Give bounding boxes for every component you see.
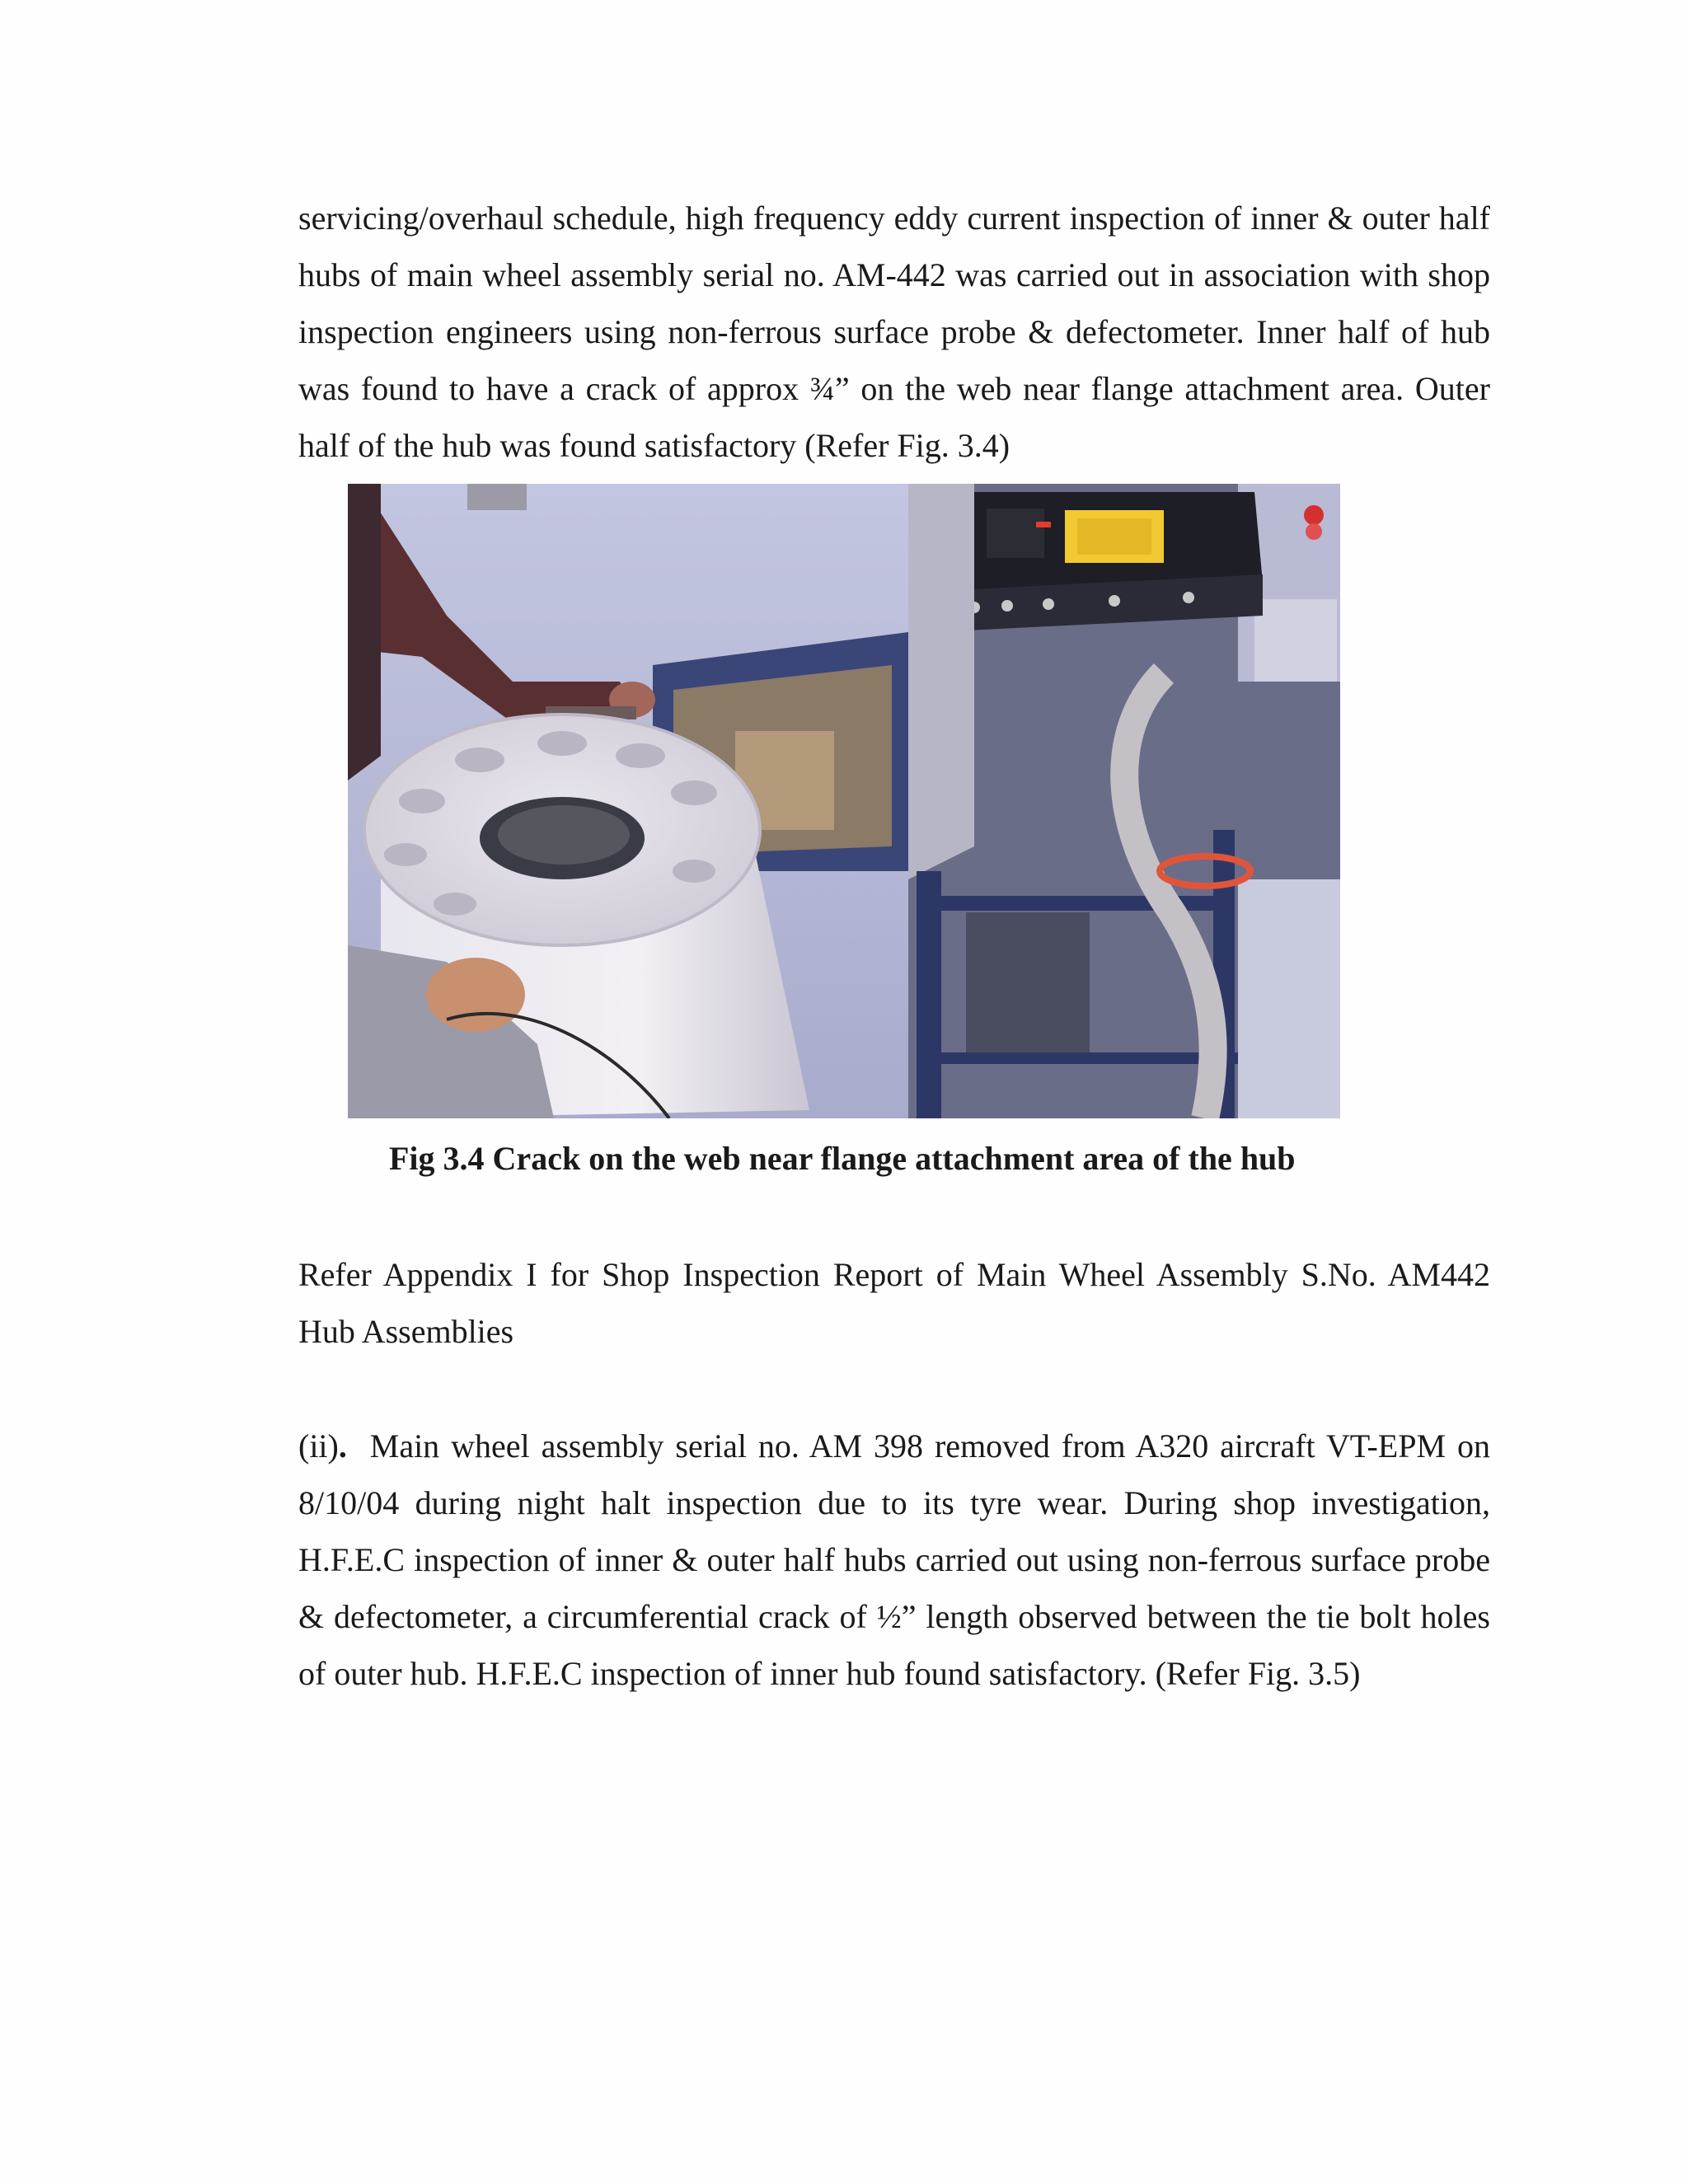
wheel-hub-inspection-photo	[348, 484, 1340, 1118]
paragraph-am398-text: Main wheel assembly serial no. AM 398 removed from A320 aircraft VT-EPM on 8/10/04 during night halt inspection due to its tyre wear. During shop investigation, H.F.E.C inspection of inner & outer half hubs carried out using non-ferrous surface probe & defectometer, a circumferential crack of ½” length observed between the tie bolt holes of outer hub. H.F.E.C inspection of inner hub found satisfactory. (Refer Fig. 3.5)	[298, 1427, 1490, 1692]
list-marker-dot: .	[338, 1427, 347, 1465]
paragraph-appendix-reference: Refer Appendix I for Shop Inspection Report of Main Wheel Assembly S.No. AM442 Hub Assemblies	[298, 1256, 1490, 1350]
paragraph-hub-inspection-am442: servicing/overhaul schedule, high frequency eddy current inspection of inner & outer half hubs of main wheel assembly serial no. AM-442 was carried out in association with shop inspection engineers using non-ferrous surface probe & defectometer. Inner half of hub was found to have a crack of approx ¾” on the web near flange attachment area. Outer half of the hub was found satisfactory (Refer Fig. 3.4)	[298, 199, 1490, 464]
list-marker: (ii)	[298, 1427, 339, 1465]
figure-caption: Fig 3.4 Crack on the web near flange attachment area of the hub	[389, 1140, 1296, 1177]
figure-3-4-photo	[348, 484, 1340, 1118]
paragraph-am398-inspection	[298, 1418, 1490, 1702]
